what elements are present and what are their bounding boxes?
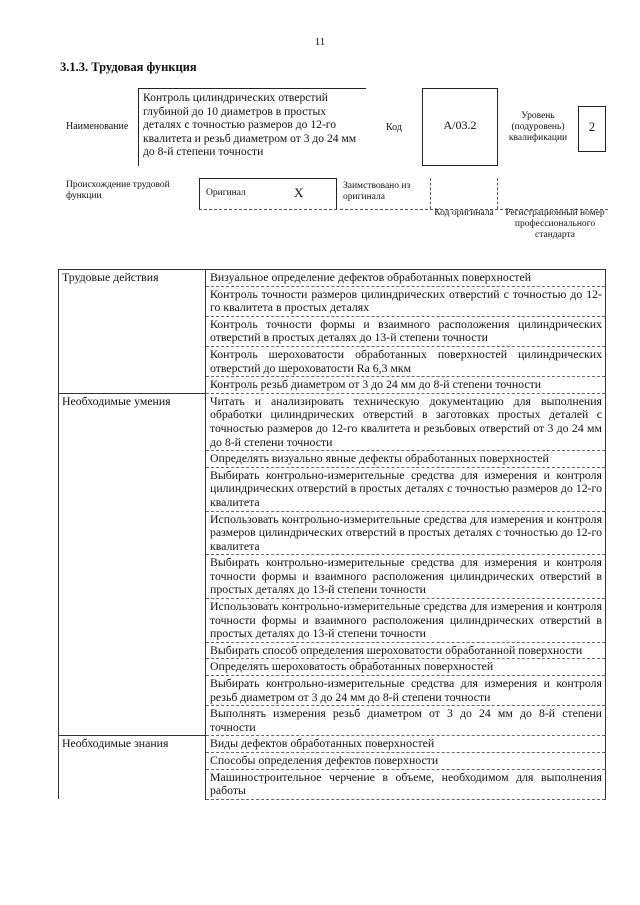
name-label: Наименование	[66, 121, 129, 132]
table-row: Выполнять измерения резьб диаметром от 3 до 24 мм до 8-й степени точности	[206, 706, 606, 736]
table-row: Контроль резьб диаметром от 3 до 24 мм до 8-й степени точности	[206, 377, 606, 394]
table-row: Способы определения дефектов поверхности	[206, 753, 606, 770]
code-original-label: Код оригинала	[434, 208, 494, 218]
table-row: Выбирать контрольно-измерительные средства для измерения и контроля точности формы и взаимного расположения цилиндрических отверстий в простых деталях до 13-й степени точности	[206, 555, 606, 599]
row-label-knowledge: Необходимые знания	[59, 736, 206, 799]
table-row: Машиностроительное черчение в объеме, необходимом для выполнения работы	[206, 769, 606, 799]
origin-divider	[430, 178, 432, 209]
table-row: Определять визуально явные дефекты обработанных поверхностей	[206, 451, 606, 468]
function-name: Контроль цилиндрических отверстий глубиной до 10 диаметров в простых деталях с точностью размеров до 12-го квалитета и резьб диаметром от 3 до 24 мм до 8-й степени точности	[138, 88, 366, 166]
level-value: 2	[578, 106, 606, 152]
table-row: Выбирать контрольно-измерительные средства для измерения и контроля цилиндрических отверстий в простых деталях с точностью размеров до 12-го квалитета	[206, 467, 606, 511]
function-details-table	[58, 269, 606, 800]
table-row: Читать и анализировать техническую документацию для выполнения обработки цилиндрических отверстий в заготовках простых деталей с точностью размеров до 12-го квалитета и резьбовых отверстий от 3 до 24 мм до 8-й степени точности	[206, 393, 606, 450]
table-row: Контроль шероховатости обработанных поверхностей цилиндрических отверстий до шероховатости Ra 6,3 мкм	[206, 346, 606, 376]
row-label-skills: Необходимые умения	[59, 393, 206, 736]
table-row: Выбирать способ определения шероховатости обработанной поверхности	[206, 642, 606, 659]
table-row: Виды дефектов обработанных поверхностей	[206, 736, 606, 753]
reg-number-label: Регистрационный номер профессионального стандарта	[505, 208, 605, 240]
section-title: 3.1.3. Трудовая функция	[60, 60, 197, 74]
table-row: Визуальное определение дефектов обработанных поверхностей	[206, 270, 606, 287]
level-label: Уровень (подуровень) квалификации	[508, 111, 568, 143]
origin-divider	[497, 178, 499, 209]
table-row: Контроль точности размеров цилиндрических отверстий с точностью до 12-го квалитета в простых деталях	[206, 286, 606, 316]
table-row: Контроль точности формы и взаимного расположения цилиндрических отверстий в простых деталях до 13-й степени точности	[206, 316, 606, 346]
row-label-labor-actions: Трудовые действия	[59, 270, 206, 394]
table-row: Выбирать контрольно-измерительные средства для измерения и контроля резьб диаметром от 3 до 24 мм до 8-й степени точности	[206, 676, 606, 706]
original-label: Оригинал	[206, 188, 246, 198]
original-mark: X	[294, 185, 304, 200]
origin-label: Происхождение трудовой функции	[66, 180, 170, 201]
page-number: 11	[314, 36, 326, 48]
table-row: Использовать контрольно-измерительные средства для измерения и контроля размеров цилиндрических отверстий в простых деталях с точностью до 12-го квалитета	[206, 511, 606, 555]
code-value: А/03.2	[422, 88, 498, 166]
code-label: Код	[386, 122, 402, 133]
borrowed-label: Заимствовано из оригинала	[343, 181, 411, 202]
table-row: Использовать контрольно-измерительные средства для измерения и контроля точности формы и взаимного расположения цилиндрических отверстий в простых деталях до 13-й степени точности	[206, 599, 606, 643]
table-row: Определять шероховатость обработанных поверхностей	[206, 659, 606, 676]
